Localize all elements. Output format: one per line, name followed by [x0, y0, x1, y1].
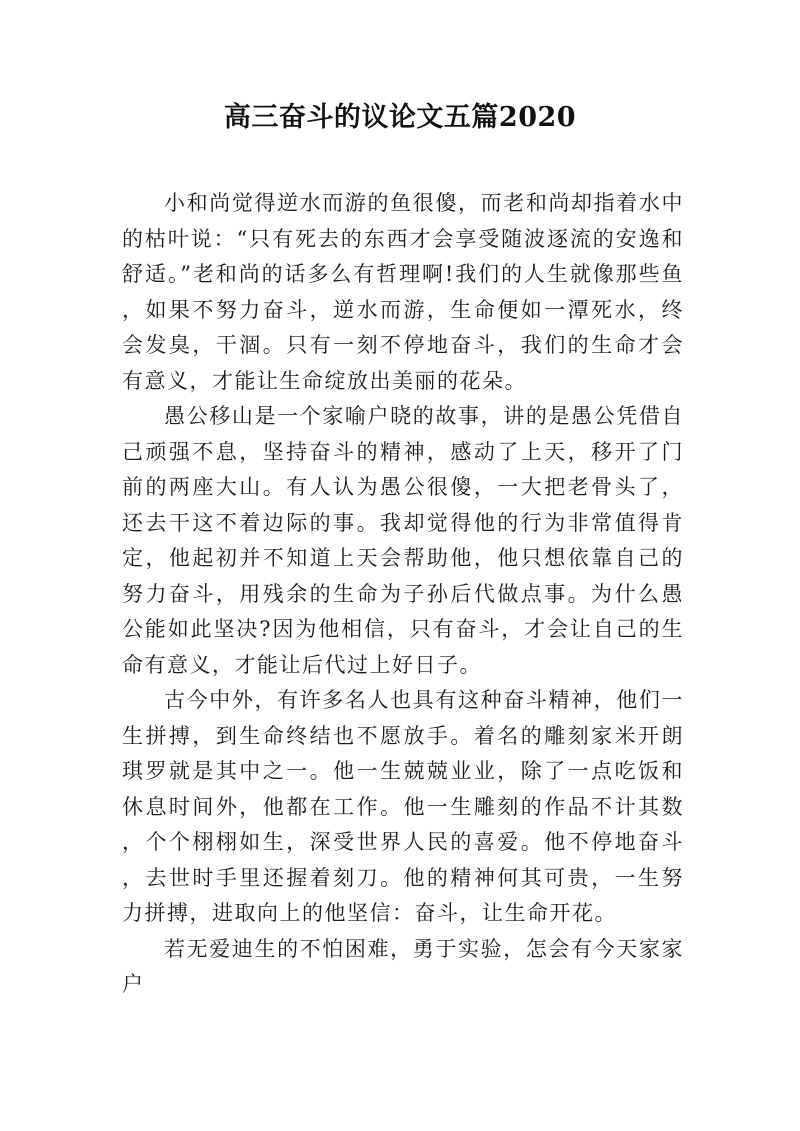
paragraph: 若无爱迪生的不怕困难，勇于实验，怎会有今天家家户	[122, 936, 684, 996]
paragraph: 愚公移山是一个家喻户晓的故事，讲的是愚公凭借自己顽强不息，坚持奋斗的精神，感动了上天，移开了门前的两座大山。有人认为愚公很傻，一大把老骨头了，还去干这不着边际的事。我却觉得他的行为非常值得肯定，他起初并不知道上天会帮助他，他只想依靠自己的努力奋斗，用残余的生命为子孙后代做点事。为什么愚公能如此坚决?因为他相信，只有奋斗，才会让自己的生命有意义，才能让后代过上好日子。	[122, 404, 684, 677]
paragraph: 古今中外，有许多名人也具有这种奋斗精神，他们一生拼搏，到生命终结也不愿放手。着名的雕刻家米开朗琪罗就是其中之一。他一生兢兢业业，除了一点吃饭和休息时间外，他都在工作。他一生雕刻的作品不计其数，个个栩栩如生，深受世界人民的喜爱。他不停地奋斗，去世时手里还握着刻刀。他的精神何其可贵，一生努力拼搏，进取向上的他坚信：奋斗，让生命开花。	[122, 688, 684, 925]
document-title: 高三奋斗的议论文五篇2020	[223, 102, 577, 133]
document-body	[122, 186, 684, 1003]
paragraph: 小和尚觉得逆水而游的鱼很傻，而老和尚却指着水中的枯叶说：“只有死去的东西才会享受随波逐流的安逸和舒适。”老和尚的话多么有哲理啊!我们的人生就像那些鱼，如果不努力奋斗，逆水而游，生命便如一潭死水，终会发臭，干涸。只有一刻不停地奋斗，我们的生命才会有意义，才能让生命绽放出美丽的花朵。	[122, 191, 684, 393]
